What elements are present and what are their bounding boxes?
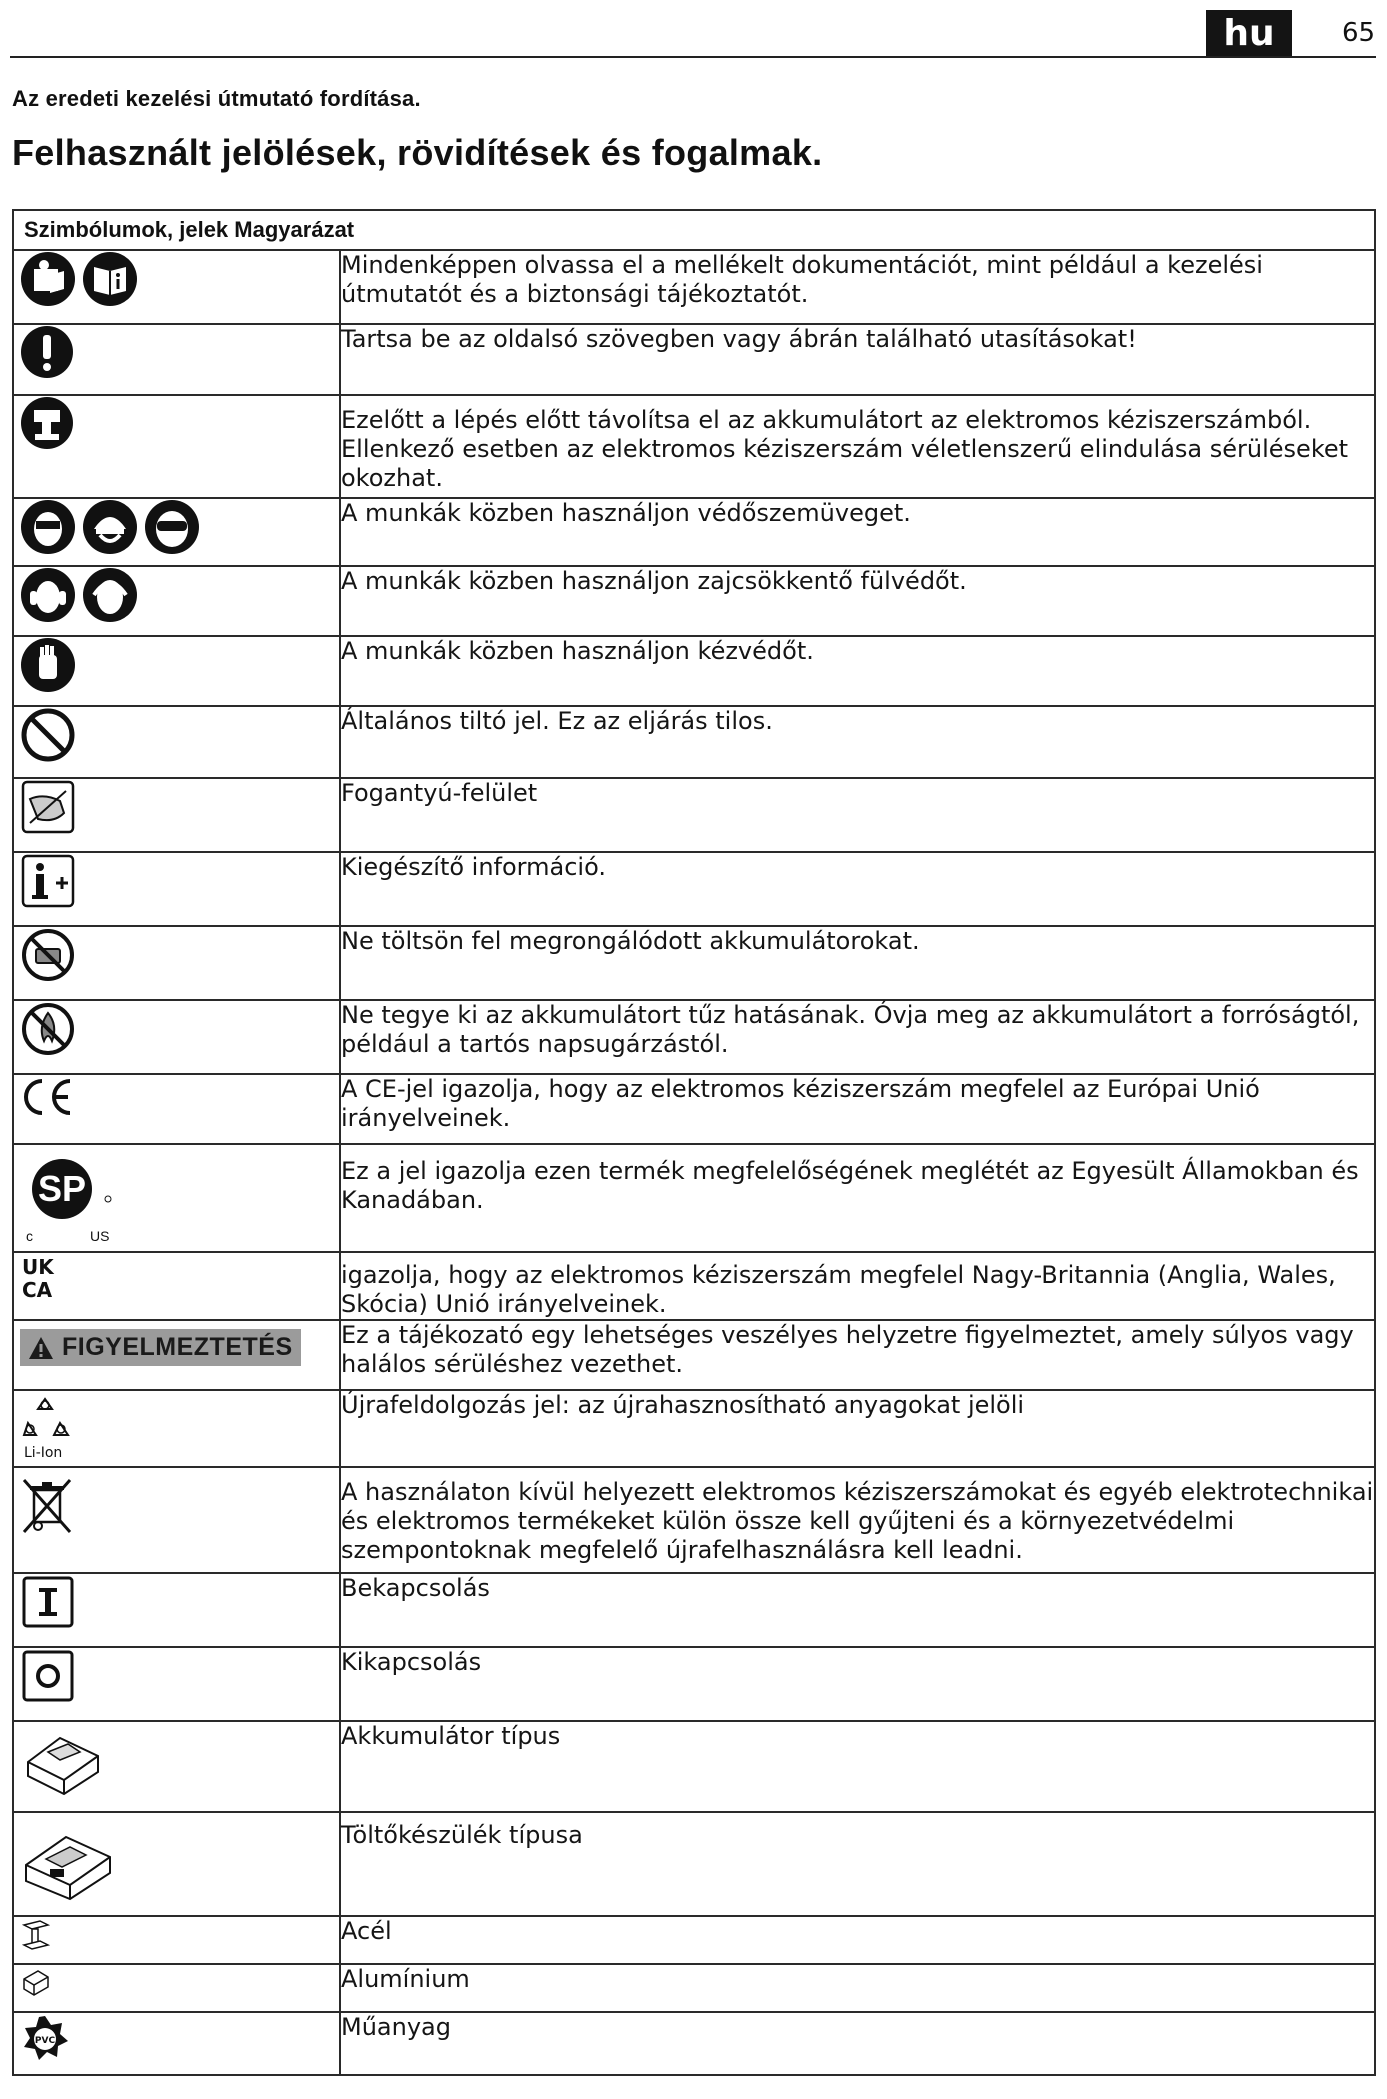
gloves-icon bbox=[20, 637, 76, 693]
language-badge: hu bbox=[1206, 10, 1292, 57]
row-text: Tartsa be az oldalsó szövegben vagy ábrán található utasításokat! bbox=[340, 324, 1375, 395]
row-text: Kiegészítő információ. bbox=[340, 852, 1375, 926]
row-text: Fogantyú-felület bbox=[340, 778, 1375, 852]
helmet-icon bbox=[82, 499, 138, 555]
row-text: Alumínium bbox=[340, 1964, 1375, 2012]
table-row bbox=[13, 1721, 1375, 1812]
table-row bbox=[13, 1573, 1375, 1647]
grip-surface-icon bbox=[20, 779, 76, 835]
manual-info-icon bbox=[82, 251, 138, 307]
table-row bbox=[13, 250, 1375, 324]
row-text: Ez a jel igazolja ezen termék megfelelőségének meglétét az Egyesült Államokban és Kanadában. bbox=[340, 1144, 1375, 1252]
row-text: Mindenképpen olvassa el a mellékelt dokumentációt, mint például a kezelési útmutatót és a biztonsági tájékoztatót. bbox=[340, 250, 1375, 324]
table-row bbox=[13, 926, 1375, 1000]
ce-mark-icon bbox=[20, 1075, 76, 1119]
svg-text:SP: SP bbox=[37, 1168, 87, 1209]
table-row bbox=[13, 1916, 1375, 1964]
svg-text:US: US bbox=[90, 1228, 110, 1244]
table-row bbox=[13, 1000, 1375, 1074]
table-row bbox=[13, 1320, 1375, 1390]
recycling-li-ion-icon bbox=[20, 1395, 70, 1445]
table-row bbox=[13, 706, 1375, 778]
svg-text:CA: CA bbox=[22, 1278, 53, 1302]
crossed-bin-icon bbox=[20, 1476, 76, 1538]
info-plus-icon bbox=[20, 853, 76, 909]
row-text: igazolja, hogy az elektromos kéziszerszám megfelel Nagy-Britannia (Anglia, Wales, Skócia) Unió irányelveinek. bbox=[340, 1252, 1375, 1320]
table-row bbox=[13, 636, 1375, 706]
table-row bbox=[13, 1647, 1375, 1721]
safety-goggles-icon bbox=[144, 499, 200, 555]
table-header-row bbox=[13, 210, 1375, 250]
battery-pack-icon bbox=[20, 1722, 106, 1802]
no-charge-damaged-battery-icon bbox=[20, 927, 76, 983]
row-text: Akkumulátor típus bbox=[340, 1721, 1375, 1812]
table-row bbox=[13, 852, 1375, 926]
row-text: Bekapcsolás bbox=[340, 1573, 1375, 1647]
table-row bbox=[13, 2012, 1375, 2075]
remove-battery-icon bbox=[20, 396, 74, 450]
table-row bbox=[13, 1812, 1375, 1916]
table-header bbox=[13, 210, 1375, 250]
row-text: Acél bbox=[340, 1916, 1375, 1964]
table-row bbox=[13, 324, 1375, 395]
row-text: A munkák közben használjon védőszemüveget. bbox=[340, 498, 1375, 566]
exclamation-icon bbox=[20, 325, 74, 379]
prohibition-icon bbox=[20, 707, 76, 763]
table-row bbox=[13, 778, 1375, 852]
col-symbols-header: Szimbólumok, jelek bbox=[24, 217, 229, 242]
warning-label-text: FIGYELMEZTETÉS bbox=[62, 1333, 293, 1361]
hearing-protection-icon bbox=[82, 567, 138, 623]
table-row bbox=[13, 1390, 1375, 1467]
power-on-icon bbox=[20, 1574, 76, 1630]
svg-text:UK: UK bbox=[22, 1255, 54, 1279]
table-row bbox=[13, 498, 1375, 566]
row-text: Általános tiltó jel. Ez az eljárás tilos. bbox=[340, 706, 1375, 778]
row-text: A munkák közben használjon zajcsökkentő fülvédőt. bbox=[340, 566, 1375, 636]
row-text: Újrafeldolgozás jel: az újrahasznosítható anyagokat jelöli bbox=[340, 1390, 1375, 1467]
row-text: Műanyag bbox=[340, 2012, 1375, 2075]
row-text: Kikapcsolás bbox=[340, 1647, 1375, 1721]
table-row bbox=[13, 1467, 1375, 1573]
row-text: Ne tegye ki az akkumulátort tűz hatásának. Óvja meg az akkumulátort a forróságtól, például a tartós napsugárzástól. bbox=[340, 1000, 1375, 1074]
warning-triangle-icon bbox=[28, 1336, 54, 1360]
header-rule bbox=[10, 56, 1376, 58]
svg-text:c: c bbox=[26, 1228, 33, 1244]
row-text: A használaton kívül helyezett elektromos kéziszerszámokat és egyéb elektrotechnikai és elektromos termékeket külön össze kell gyűjteni és a környezetvédelmi szempontoknak megfelelő újrafelhasználásra kell leadni. bbox=[340, 1467, 1375, 1573]
table-row bbox=[13, 1144, 1375, 1252]
row-text: A CE-jel igazolja, hogy az elektromos kéziszerszám megfelel az Európai Unió irányelveinek. bbox=[340, 1074, 1375, 1144]
table-row bbox=[13, 1252, 1375, 1320]
warning-label-icon bbox=[20, 1329, 301, 1366]
col-explanation-header: Magyarázat bbox=[234, 217, 355, 242]
row-text: Ez a tájékozató egy lehetséges veszélyes helyzetre figyelmeztet, amely súlyos vagy halálos sérüléshez vezethet. bbox=[340, 1320, 1375, 1390]
face-shield-icon bbox=[20, 499, 76, 555]
document-subtitle: Az eredeti kezelési útmutató fordítása. bbox=[12, 86, 421, 111]
table-row bbox=[13, 395, 1375, 498]
icon-caption: PVC bbox=[34, 2036, 56, 2046]
plastic-pvc-icon bbox=[20, 2013, 70, 2063]
row-text: Töltőkészülék típusa bbox=[340, 1812, 1375, 1916]
table-row bbox=[13, 1964, 1375, 2012]
symbols-table bbox=[12, 209, 1376, 2076]
ear-muffs-icon bbox=[20, 567, 76, 623]
page-title: Felhasznált jelölések, rövidítések és fogalmak. bbox=[12, 132, 823, 173]
steel-icon bbox=[20, 1917, 52, 1953]
row-text: A munkák közben használjon kézvédőt. bbox=[340, 636, 1375, 706]
page-number: 65 bbox=[1342, 18, 1376, 48]
table-row bbox=[13, 566, 1375, 636]
read-manual-icon bbox=[20, 251, 76, 307]
row-text: Ne töltsön fel megrongálódott akkumulátorokat. bbox=[340, 926, 1375, 1000]
table-row bbox=[13, 1074, 1375, 1144]
csa-mark-icon bbox=[20, 1145, 140, 1245]
charger-icon bbox=[20, 1813, 116, 1905]
ukca-mark-icon bbox=[20, 1253, 60, 1303]
no-fire-battery-icon bbox=[20, 1001, 76, 1057]
power-off-icon bbox=[20, 1648, 76, 1704]
aluminium-icon bbox=[20, 1965, 52, 1997]
icon-caption: Li-Ion bbox=[24, 1445, 63, 1461]
row-text: Ezelőtt a lépés előtt távolítsa el az akkumulátort az elektromos kéziszerszámból. Ellenkező esetben az elektromos kéziszerszám véletlenszerű elindulása sérüléseket okozhat. bbox=[340, 395, 1375, 498]
